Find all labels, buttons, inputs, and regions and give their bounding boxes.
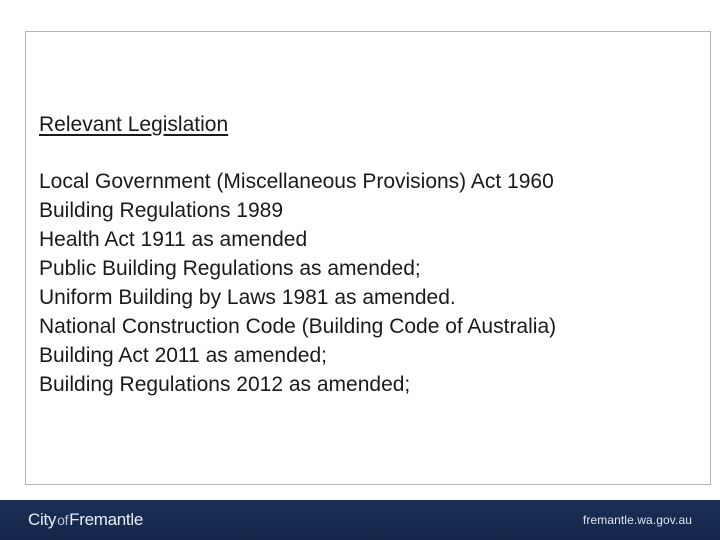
legislation-item: National Construction Code (Building Code of Australia) (39, 315, 557, 338)
legislation-item: Local Government (Miscellaneous Provisions) Act 1960 (39, 170, 554, 193)
logo-city-text: City (28, 510, 57, 529)
footer-bar (0, 500, 720, 540)
logo-name-text: Fremantle (69, 510, 143, 529)
legislation-item: Health Act 1911 as amended (39, 228, 308, 251)
website-url: fremantle.wa.gov.au (582, 513, 692, 527)
content-box (25, 31, 711, 485)
legislation-item: Building Regulations 2012 as amended; (39, 373, 411, 396)
legislation-item: Public Building Regulations as amended; (39, 257, 421, 280)
legislation-item: Uniform Building by Laws 1981 as amended. (39, 286, 456, 309)
legislation-item: Building Act 2011 as amended; (39, 344, 327, 367)
legislation-item: Building Regulations 1989 (39, 199, 284, 222)
slide-heading: Relevant Legislation (39, 113, 229, 136)
logo-of-text: of (57, 512, 69, 528)
city-of-fremantle-logo (28, 510, 143, 530)
legislation-list (39, 167, 556, 399)
